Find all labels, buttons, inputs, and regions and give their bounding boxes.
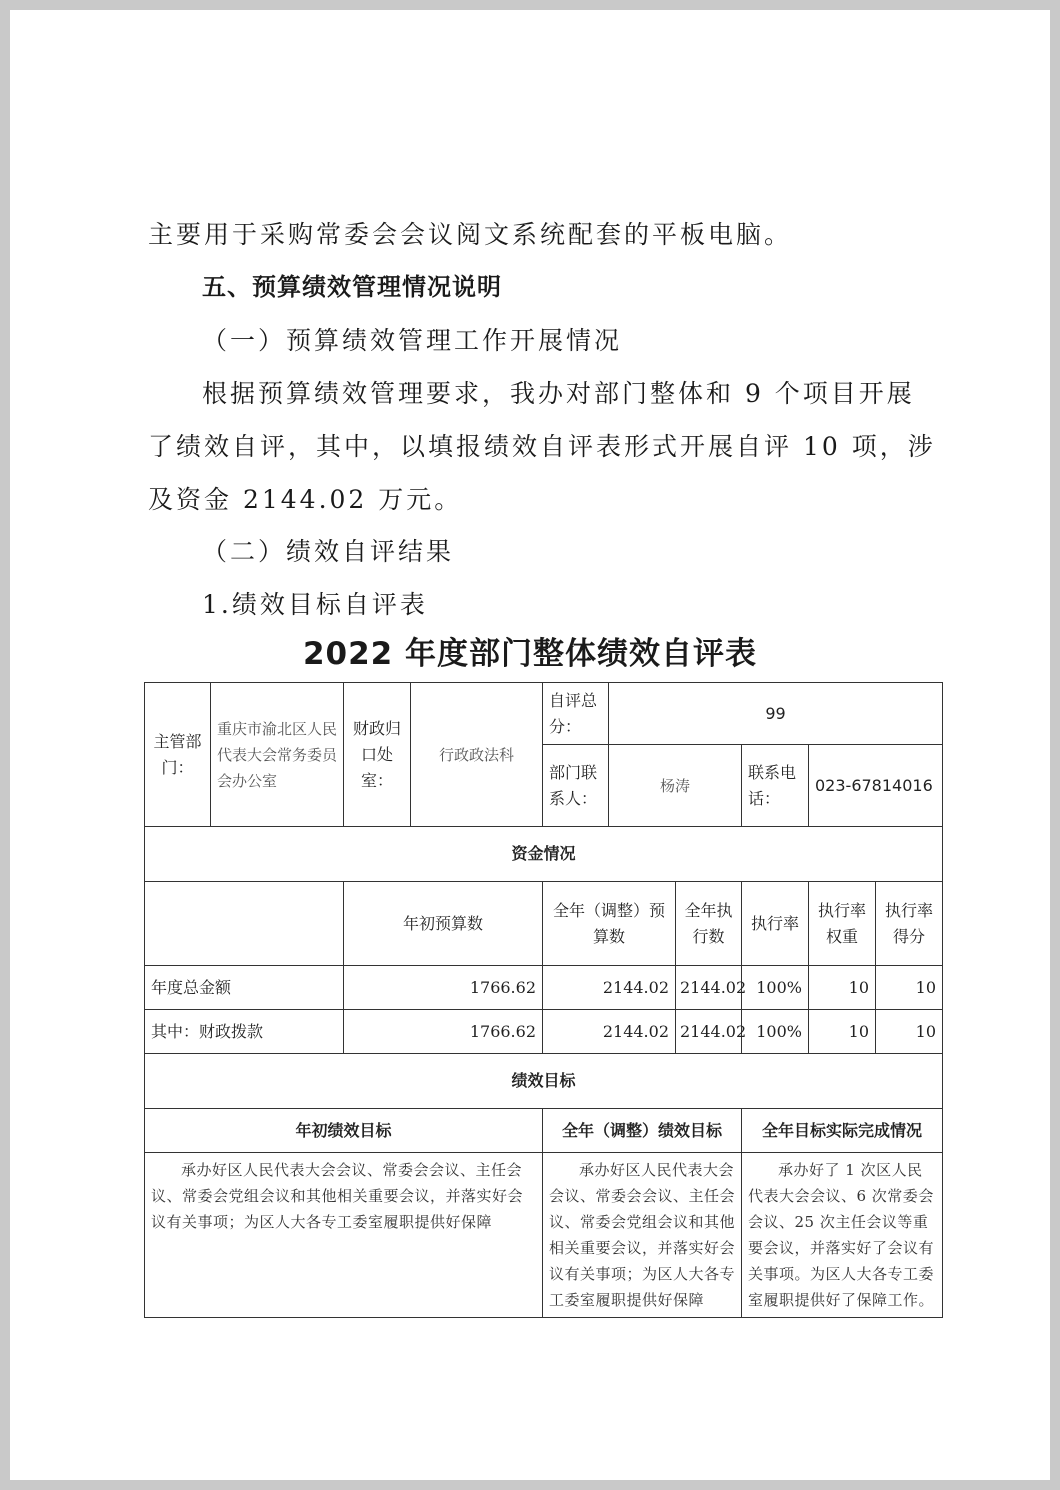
heading-section-5-2: （二）绩效自评结果 [202, 537, 455, 566]
score-label: 自评总分： [543, 683, 609, 745]
funds-col-executed: 全年执行数 [676, 882, 742, 966]
funds-row-rate: 100% [742, 966, 809, 1010]
funds-row-executed: 2144.02 [676, 1010, 742, 1054]
finance-label: 财政归口处室： [344, 683, 411, 827]
finance-value: 行政政法科 [411, 683, 543, 827]
funds-row-rate: 100% [742, 1010, 809, 1054]
phone-value: 023-67814016 [809, 745, 943, 827]
funds-row-executed: 2144.02 [676, 966, 742, 1010]
evaluation-table [144, 682, 943, 1318]
funds-row-label: 其中：财政拨款 [145, 1010, 344, 1054]
goals-col-initial: 年初绩效目标 [145, 1109, 543, 1153]
funds-col-blank [145, 882, 344, 966]
heading-section-5-2-1: 1.绩效目标自评表 [202, 590, 428, 619]
funds-row-adjusted: 2144.02 [543, 966, 676, 1010]
goals-col-actual: 全年目标实际完成情况 [742, 1109, 943, 1153]
paragraph-2: 根据预算绩效管理要求，我办对部门整体和 9 个项目开展了绩效自评，其中，以填报绩效自评表形式开展自评 10 项，涉及资金 2144.02 万元。 [148, 379, 936, 514]
funds-col-weight: 执行率权重 [809, 882, 876, 966]
paragraph-1: 主要用于采购常委会会议阅文系统配套的平板电脑。 [148, 220, 793, 249]
goals-adjusted-text: 承办好区人民代表大会会议、常委会会议、主任会议、常委会党组会议和其他相关重要会议，并落实好会议有关事项；为区人大各专工委室履职提供好保障 [543, 1153, 742, 1318]
funds-row-score: 10 [876, 966, 943, 1010]
funds-col-adjusted: 全年（调整）预算数 [543, 882, 676, 966]
funds-row-label: 年度总金额 [145, 966, 344, 1010]
funds-row-score: 10 [876, 1010, 943, 1054]
heading-section-5: 五、预算绩效管理情况说明 [202, 273, 502, 301]
funds-row-initial: 1766.62 [344, 966, 543, 1010]
funds-section-title: 资金情况 [145, 827, 943, 882]
funds-col-initial: 年初预算数 [344, 882, 543, 966]
heading-section-5-1: （一）预算绩效管理工作开展情况 [202, 326, 623, 355]
funds-col-score: 执行率得分 [876, 882, 943, 966]
funds-row [145, 1010, 943, 1054]
funds-row [145, 966, 943, 1010]
funds-col-rate: 执行率 [742, 882, 809, 966]
goals-col-adjusted: 全年（调整）绩效目标 [543, 1109, 742, 1153]
dept-value: 重庆市渝北区人民代表大会常务委员会办公室 [211, 683, 344, 827]
goals-actual-text: 承办好了 1 次区人民代表大会会议、6 次常委会会议、25 次主任会议等重要会议，并落实好了会议有关事项。为区人大各专工委室履职提供好了保障工作。 [742, 1153, 943, 1318]
goals-section-title: 绩效目标 [145, 1054, 943, 1109]
goals-initial-text: 承办好区人民代表大会会议、常委会会议、主任会议、常委会党组会议和其他相关重要会议，并落实好会议有关事项；为区人大各专工委室履职提供好保障 [145, 1153, 543, 1318]
contact-label: 部门联系人： [543, 745, 609, 827]
funds-row-initial: 1766.62 [344, 1010, 543, 1054]
funds-row-weight: 10 [809, 966, 876, 1010]
table-title: 2022 年度部门整体绩效自评表 [302, 636, 758, 672]
funds-row-weight: 10 [809, 1010, 876, 1054]
score-value: 99 [609, 683, 943, 745]
contact-value: 杨涛 [609, 745, 742, 827]
dept-label: 主管部门： [145, 683, 211, 827]
funds-row-adjusted: 2144.02 [543, 1010, 676, 1054]
document-page [10, 10, 1050, 1480]
phone-label: 联系电话： [742, 745, 809, 827]
